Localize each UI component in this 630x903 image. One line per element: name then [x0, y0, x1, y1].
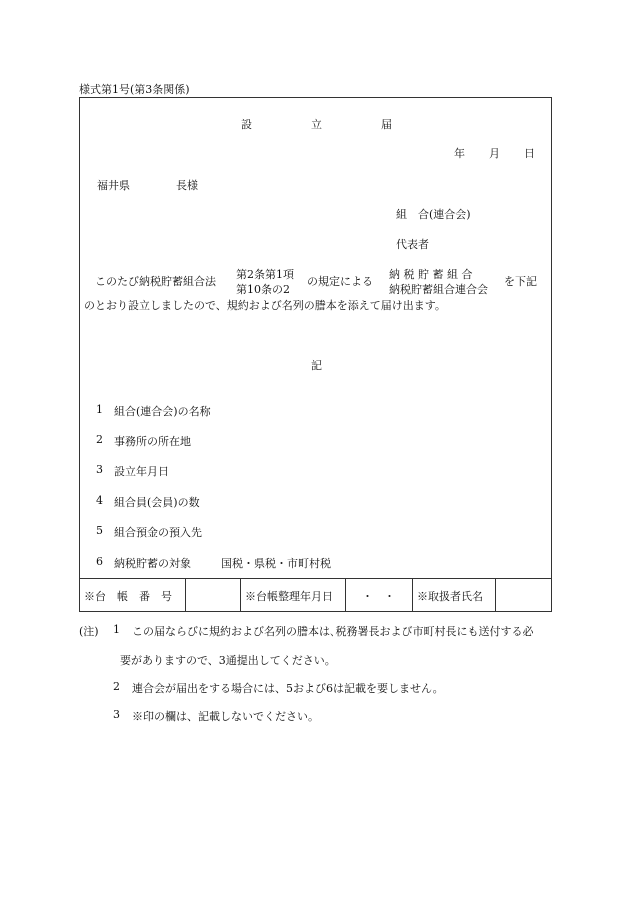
ledger-date-field[interactable]: ・ ・ [362, 590, 395, 603]
ledger-number-field[interactable] [186, 579, 239, 611]
date-month: 月 [489, 147, 500, 160]
note-1-text-continued: 要がありますので、3通提出してください。 [120, 654, 336, 667]
item-6-number: 6 [96, 555, 103, 568]
recipient-prefecture: 福井県 [97, 179, 130, 192]
body-article-2: 第10条の2 [236, 283, 290, 296]
ki-heading: 記 [311, 359, 322, 372]
body-provision: の規定による [307, 275, 373, 288]
note-3-text: ※印の欄は、記載しないでください。 [132, 710, 319, 723]
body-line-2: のとおり設立しましたので、規約および名列の謄本を添えて届け出ます。 [84, 299, 446, 312]
union-name-label: 組 合(連合会) [396, 208, 471, 221]
item-1-number: 1 [96, 403, 103, 416]
title-char-3: 届 [381, 118, 392, 131]
body-union-1: 納 税 貯 蓄 組 合 [389, 268, 473, 281]
date-day: 日 [524, 147, 535, 160]
ledger-number-label: ※台 帳 番 号 [84, 590, 172, 603]
title-char-1: 設 [241, 118, 252, 131]
item-4-number: 4 [96, 494, 103, 507]
item-6-label: 納税貯蓄の対象 [114, 557, 191, 570]
footer-row-divider [79, 578, 552, 579]
item-3-label: 設立年月日 [114, 465, 169, 478]
handler-name-label: ※取扱者氏名 [417, 590, 483, 603]
handler-name-field[interactable] [496, 579, 551, 611]
note-3-number: 3 [113, 708, 120, 721]
body-article-1: 第2条第1項 [236, 268, 294, 281]
item-2-number: 2 [96, 433, 103, 446]
footer-col-divider-4 [412, 578, 413, 612]
item-4-label: 組合員(会員)の数 [114, 496, 200, 509]
note-1-text: この届ならびに規約および名列の謄本は､税務署長および市町村長にも送付する必 [132, 625, 534, 638]
body-tail: を下記 [504, 275, 537, 288]
item-1-label: 組合(連合会)の名称 [114, 405, 211, 418]
recipient-suffix: 長様 [176, 179, 198, 192]
note-2-text: 連合会が届出をする場合には、5および6は記載を要しません。 [132, 682, 444, 695]
item-2-label: 事務所の所在地 [114, 435, 191, 448]
representative-label: 代表者 [396, 238, 429, 251]
notes-label: (注) [79, 625, 99, 638]
item-5-label: 組合預金の預入先 [114, 526, 202, 539]
item-6-value: 国税・県税・市町村税 [221, 557, 331, 570]
body-lead: このたび納税貯蓄組合法 [95, 275, 216, 288]
form-number: 様式第1号(第3条関係) [79, 83, 190, 96]
date-year: 年 [454, 147, 465, 160]
note-1-number: 1 [113, 623, 120, 636]
item-3-number: 3 [96, 463, 103, 476]
item-5-number: 5 [96, 524, 103, 537]
note-2-number: 2 [113, 680, 120, 693]
title-char-2: 立 [311, 118, 322, 131]
ledger-date-label: ※台帳整理年月日 [245, 590, 333, 603]
footer-col-divider-2 [240, 578, 241, 612]
body-union-2: 納税貯蓄組合連合会 [389, 283, 488, 296]
